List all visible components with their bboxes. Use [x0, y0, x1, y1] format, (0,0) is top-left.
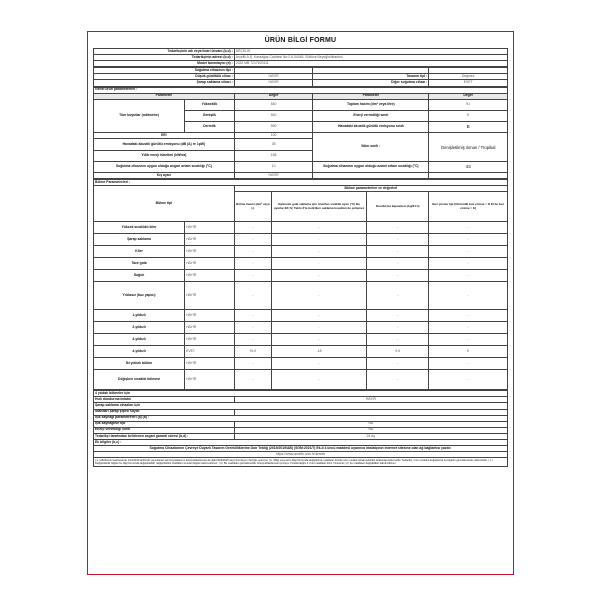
device-type-label: Soğutma cihazının tipi :: [94, 68, 235, 74]
depth-value: 590: [234, 122, 313, 133]
compartment-table: [93, 179, 508, 390]
compartment-volume: -: [234, 334, 271, 346]
low-noise-label: Düşük gürültülü cihaz :: [94, 74, 235, 80]
wine-cabinet-value: HAYIR: [234, 80, 313, 86]
extra-info-label: Ek bilgiler (b,c) :: [94, 440, 508, 446]
compartment-type-header: Bölme tipi: [94, 186, 235, 222]
value-col-header-2: Değer: [429, 93, 508, 99]
warranty-value: 24 Ay: [234, 433, 507, 439]
compartment-defrost: -: [429, 282, 508, 310]
compartment-defrost: -: [429, 370, 508, 390]
dimensions-label: Tüm boyutlar (milimetre): [94, 99, 185, 133]
other-appliance-label: Diğer soğutma cihazı :: [313, 80, 429, 86]
compartment-freeze: -: [367, 246, 429, 258]
compartment-temp: -: [272, 370, 367, 390]
design-type-label: Tasarım tipi :: [313, 74, 429, 80]
compartment-volume: 91,0: [234, 346, 271, 358]
total-volume-value: 91: [429, 99, 508, 110]
compartment-freeze: -: [367, 258, 429, 270]
compartment-row: [94, 334, 508, 346]
compartment-volume: -: [234, 310, 271, 322]
compartment-defrost: -: [429, 310, 508, 322]
compartment-volume: -: [234, 282, 271, 310]
product-info-sheet: [87, 31, 514, 575]
compartment-row: [94, 258, 508, 270]
supplier-table: [93, 48, 508, 67]
param-col-header-2: Parametre: [313, 93, 429, 99]
light-params-label: Işık kaynağı parametreleri (a) (b) :: [94, 415, 508, 421]
compartment-name: Yüksek sıcaklıklı kiler: [94, 222, 185, 234]
compartment-volume: -: [234, 222, 271, 234]
compartment-defrost: -: [429, 322, 508, 334]
compartment-freeze: -: [367, 370, 429, 390]
compartment-row: [94, 310, 508, 322]
compartment-present: HAYIR: [185, 258, 235, 270]
compartment-temp: -: [272, 334, 367, 346]
page-title: ÜRÜN BİLGİ FORMU: [264, 37, 337, 44]
compartment-temp: -: [272, 358, 367, 370]
wine-cabinet-section-label: Şarap saklama cihazları için: [94, 403, 508, 409]
compartment-name: Şarap saklama: [94, 234, 185, 246]
winter-setting-label: Kış ayarı: [94, 172, 235, 178]
climate-class-label: İklim sınıfı :: [313, 133, 429, 161]
compartment-row: [94, 246, 508, 258]
light-energy-value: NA: [234, 427, 507, 433]
compartment-temp: -: [272, 246, 367, 258]
compartment-defrost: -: [429, 358, 508, 370]
compartment-name: 4-yıldızlı: [94, 346, 185, 358]
compartment-name: Soğuk: [94, 270, 185, 282]
height-value: 840: [234, 99, 313, 110]
model-value: 2332 MB 7217620111: [234, 61, 507, 67]
width-label: Genişlik: [185, 110, 235, 121]
noise-emission-label: Havadaki akustik gürültü emisyonu (dB (A) re 1pW): [94, 139, 235, 150]
annual-energy-value: 168: [234, 150, 313, 161]
compartment-temp: -: [272, 310, 367, 322]
compartment-present: HAYIR: [185, 222, 235, 234]
compartment-row: [94, 346, 508, 358]
form-body: [93, 48, 508, 467]
compartment-volume: -: [234, 258, 271, 270]
compartment-present: HAYIR: [185, 310, 235, 322]
compartment-defrost-header: Buz çözme tipi (Otomatik buz çözme = O El ile buz çözme = E): [429, 192, 508, 222]
compartment-present: HAYIR: [185, 358, 235, 370]
compartment-temp: -18: [272, 346, 367, 358]
compartment-name: Kiler: [94, 246, 185, 258]
compartment-freeze: -: [367, 334, 429, 346]
compartment-present: HAYIR: [185, 334, 235, 346]
compartment-name: 3-yıldızlı: [94, 334, 185, 346]
depth-label: Derinlik: [185, 122, 235, 133]
compartment-temp-header: Optimum gıda saklama için önerilen sıcaklık ayarı (°C) Bu ayarlar EK IV, Tablo 3'te belirtilen saklama koşulları ile çelişmez: [272, 192, 367, 222]
max-temp-label: Soğutma cihazının uygun olduğu azami ortam sıcaklığı (°C): [313, 161, 429, 172]
compartment-present: HAYIR: [185, 234, 235, 246]
compartment-volume: -: [234, 322, 271, 334]
compartment-name: 2-yıldızlı: [94, 322, 185, 334]
model-label: Model tanımlayıcı (d) :: [94, 61, 235, 67]
compartment-freeze: -: [367, 222, 429, 234]
compartment-volume-header: Bölme hacmi (dm³ veya L): [234, 192, 271, 222]
compartment-volume: -: [234, 270, 271, 282]
compartment-volume: -: [234, 246, 271, 258]
light-energy-label: Enerji verimliliği sınıfı: [94, 427, 235, 433]
footnote: ( a ) AB Resmi Gazetesinde 1/12/2019 tarihinde yayımlanan Işık Kaynaklarının Enerji Etiketlemesi ile ilgili 2019/2015 sayılı Komisyon Tüzüğü uyarınca. ( b ) Bilgi veya ürün bilgi formunda değiştirilmiş maddeler birinde ürün modeli olarak tedarikçi tarafından kabul edilir. Tedarikçi, ürün modelini değiştirerek bu bilgileri güncellemekle yükümlüdür. ( c ) Değiştirilebilir bilgiler bu bilgi formunda değiştirilebilir, değiştirilebilir özellikleri sunulan bilgiler kabul edilmez. ( d ) Bu maddeler güncellenebilir. Enerji Etiketlemesi Çevreye Yönelimdeğim il. Kısıl maddeler birini Yönetmel ( d ) bu maddeleri değişiklikler kabul edilmez.: [94, 458, 508, 467]
compartment-volume: -: [234, 370, 271, 390]
wine-cabinet-label: Şarap saklama cihazı :: [94, 80, 235, 86]
compartment-values-header: Bölme parametreleri ve değerleri: [234, 186, 507, 192]
design-type-value: Değmez: [429, 74, 508, 80]
compartment-freeze: -: [367, 282, 429, 310]
compartment-freeze: 9,5: [367, 346, 429, 358]
value-col-header: Değer: [234, 93, 313, 99]
compartment-present: HAYIR: [185, 282, 235, 310]
climate-class-value: Genişletilmiş ılıman / Tropikal: [429, 133, 508, 161]
fast-freeze-label: Hızlı dondurma imkânı: [94, 397, 235, 403]
compartment-freeze: -: [367, 322, 429, 334]
compartment-defrost: -: [429, 270, 508, 282]
general-params-table: [93, 87, 508, 180]
compartment-temp: -: [272, 322, 367, 334]
compartment-temp: -: [272, 234, 367, 246]
energy-class-label: Enerji verimliliği sınıfı: [313, 110, 429, 121]
compartment-row: [94, 358, 508, 370]
low-noise-value: HAYIR: [234, 74, 313, 80]
compartment-present: HAYIR: [185, 246, 235, 258]
noise-emission-value: 35: [234, 139, 313, 150]
compartment-present: HAYIR: [185, 322, 235, 334]
wine-bottle-count-label: Standart şarap şişesi sayısı: [94, 409, 235, 415]
compartment-present: HAYIR: [185, 370, 235, 390]
compartment-freeze: -: [367, 310, 429, 322]
compartment-temp: -: [272, 258, 367, 270]
compartment-name: İki yıldızlı bölüm: [94, 358, 185, 370]
compartment-temp: -: [272, 222, 367, 234]
compartment-row: [94, 270, 508, 282]
four-star-label: 4 yıldızlı bölmeler için: [94, 391, 508, 397]
general-params-label: Genel ürün parametreleri :: [94, 87, 508, 93]
energy-class-value: E: [429, 110, 508, 121]
supplier-name-label: Tedarikçinin adı veya ticari ünvanı (b,d) :: [94, 49, 235, 55]
winter-setting-value: HAYIR: [234, 172, 313, 178]
light-type-value: NA: [234, 421, 507, 427]
compartment-volume: -: [234, 234, 271, 246]
min-temp-value: 10: [234, 161, 313, 172]
noise-class-value: B: [429, 122, 508, 133]
compartment-defrost: E: [429, 346, 508, 358]
compartment-present: HAYIR: [185, 270, 235, 282]
compartment-row: [94, 282, 508, 310]
compartment-freeze-header: Dondurma kapasitesi (kg/24 h): [367, 192, 429, 222]
compartment-rows: [94, 222, 508, 390]
compartment-params-label: Bölme Parametreleri :: [94, 180, 508, 186]
max-temp-value: 43: [429, 161, 508, 172]
eei-value: 100: [234, 133, 313, 139]
width-value: 540: [234, 110, 313, 121]
extra-table: [93, 390, 508, 467]
compartment-freeze: -: [367, 358, 429, 370]
warranty-label: Tedarikçi tarafından belirlenen asgari garanti süresi (b,d) :: [94, 433, 235, 439]
device-type-table: [93, 67, 508, 86]
compartment-row: [94, 322, 508, 334]
compartment-temp: -: [272, 282, 367, 310]
noise-class-label: Havadaki akustik gürültü emisyonu sınıfı: [313, 122, 429, 133]
supplier-name-value: ARÇELİK: [234, 49, 507, 55]
light-type-label: Işık kaynağının tipi: [94, 421, 235, 427]
param-col-header: Parametre: [94, 93, 235, 99]
support-url[interactable]: https://www.arcelik.com.tr/destek: [94, 452, 508, 458]
compartment-row: [94, 234, 508, 246]
regulation-text: Soğutma Cihazlarının Çevreye Duyarlı Tasarım Gerekliliklerine Dair Tebliğ (2019/2019/AB) (SGM:2021/7) Ek-II 4 üncü maddesi uyarınca imalatçının internet sitesine olan ağ bağlantısı yazılır.: [94, 446, 508, 452]
min-temp-label: Soğutma cihazının uygun olduğu asgari ortam sıcaklığı (°C): [94, 161, 235, 172]
height-label: Yükseklik: [185, 99, 235, 110]
compartment-name: Değişken sıcaklık bölmesi: [94, 370, 185, 390]
compartment-freeze: -: [367, 234, 429, 246]
compartment-defrost: -: [429, 234, 508, 246]
compartment-temp: -: [272, 270, 367, 282]
total-volume-label: Toplam hacim (dm³ veya litre): [313, 99, 429, 110]
compartment-present: EVET: [185, 346, 235, 358]
compartment-name: Taze gıda: [94, 258, 185, 270]
annual-energy-label: Yıllık enerji tüketimi (kWh/a): [94, 150, 235, 161]
compartment-volume: -: [234, 358, 271, 370]
compartment-row: [94, 370, 508, 390]
supplier-address-value: Arçelik A.Ş. Karaağaç Caddesi No:2-6,34445, Sütlüce Beyoğlu/İstanbul: [234, 55, 507, 61]
supplier-address-label: Tedarikçinin adresi (b,d) :: [94, 55, 235, 61]
compartment-row: [94, 222, 508, 234]
compartment-freeze: -: [367, 270, 429, 282]
eei-label: EEI: [94, 133, 235, 139]
compartment-defrost: -: [429, 222, 508, 234]
compartment-name: 1-yıldızlı: [94, 310, 185, 322]
other-appliance-value: EVET: [429, 80, 508, 86]
compartment-defrost: -: [429, 246, 508, 258]
compartment-defrost: -: [429, 334, 508, 346]
fast-freeze-value: HAYIR: [234, 397, 507, 403]
compartment-defrost: -: [429, 258, 508, 270]
compartment-name: Yıldızsız (buz yapıcı): [94, 282, 185, 310]
